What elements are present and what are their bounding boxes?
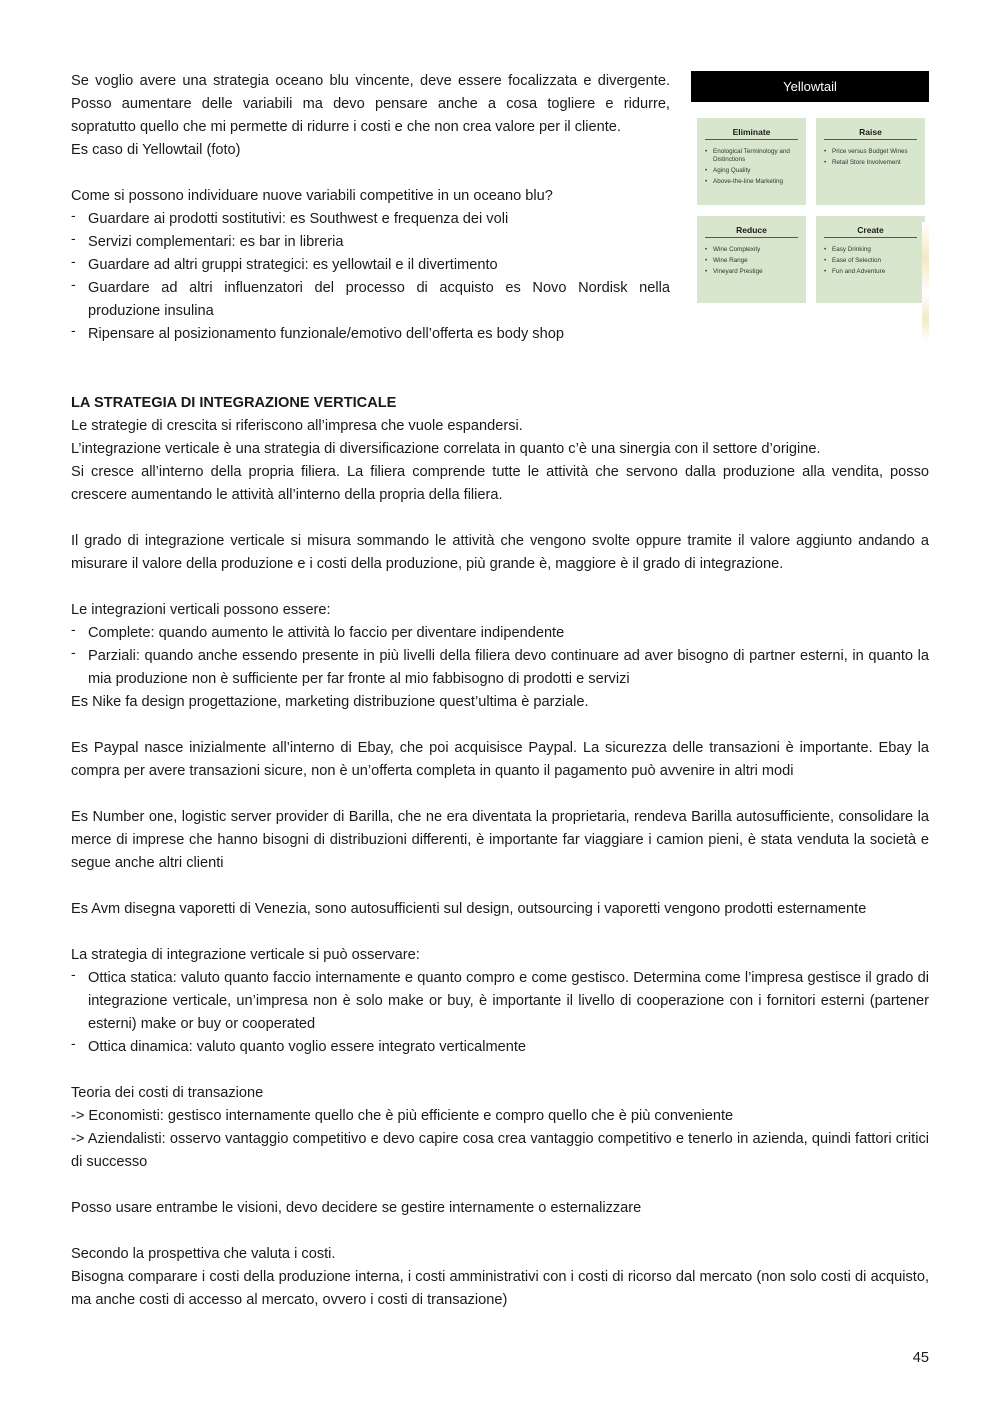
intro-paragraph xyxy=(71,70,670,162)
variables-list xyxy=(71,185,670,346)
paragraph: Es Avm disegna vaporetti di Venezia, sono autosufficienti sul design, outsourcing i vaporetti vengono prodotti esternamente xyxy=(71,901,867,917)
paragraph-line: Le strategie di crescita si riferiscono all’impresa che vuole espandersi. xyxy=(71,418,523,434)
theory-block xyxy=(71,1082,929,1174)
paragraph: Posso usare entrambe le visioni, devo decidere se gestire internamente o esternalizzare xyxy=(71,1200,642,1216)
quadrant-item: • Vineyard Prestige xyxy=(705,268,806,276)
list-item: - Parziali: quando anche essendo presente in più livelli della filiera devo continuare ad aver bisogno di partner esterni, in quanto la mia produzione non è sufficiente per far fronte al mio fabbisogno di prodotti e servizi xyxy=(71,645,929,691)
list-item: - Ripensare al posizionamento funzionale/emotivo dell’offerta es body shop xyxy=(71,323,670,346)
quadrant-raise xyxy=(816,118,925,205)
quadrant-create xyxy=(816,216,925,303)
paragraph: Es Number one, logistic server provider di Barilla, che ne era diventata la proprietaria, rendeva Barilla autosufficiente, consolidare la merce di imprese che hanno bisogni di distribuzioni differenti, è importante far viaggiare i camion pieni, è stata venduta la società e segue anche altri clienti xyxy=(71,809,929,871)
quadrant-item: • Wine Range xyxy=(705,257,806,265)
paragraph-line: -> Economisti: gestisco internamente quello che è più efficiente e compro quello che è più conveniente xyxy=(71,1108,734,1124)
costs-block xyxy=(71,1243,929,1312)
quadrant-item: • Wine Complexity xyxy=(705,246,806,254)
list-item: - Ottica dinamica: valuto quanto voglio essere integrato verticalmente xyxy=(71,1036,929,1059)
list-item: - Guardare ai prodotti sostitutivi: es Southwest e frequenza dei voli xyxy=(71,208,670,231)
section-heading: LA STRATEGIA DI INTEGRAZIONE VERTICALE xyxy=(71,395,397,411)
quadrant-item: • Price versus Budget Wines xyxy=(824,148,925,156)
decorative-strip xyxy=(922,222,929,342)
quadrant-eliminate xyxy=(697,118,806,205)
list-item: - Complete: quando aumento le attività lo faccio per diventare indipendente xyxy=(71,622,929,645)
page-number: 45 xyxy=(912,1350,929,1366)
paragraph: Es Paypal nasce inizialmente all’interno di Ebay, che poi acquisisce Paypal. La sicurezza delle transazioni è importante. Ebay la compra per avere transazioni sicure, non è un’offerta completa in quanto il pagamento può avvenire in altri modi xyxy=(71,740,929,779)
paragraph: Il grado di integrazione verticale si misura sommando le attività che vengono svolte oppure tramite il valore aggiunto andando a misurare il valore della produzione e i costi della produzione, più grande è, maggiore è il grado di integrazione. xyxy=(71,533,929,572)
paragraph-line: Si cresce all’interno della propria filiera. La filiera comprende tutte le attività che servono dalla produzione alla vendita, posso crescere aumentando le attività all’interno della propria della filiera. xyxy=(71,464,929,503)
observe-list xyxy=(71,944,929,1059)
intro-line: Es caso di Yellowtail (foto) xyxy=(71,142,241,158)
intro-line: Posso aumentare delle variabili ma devo pensare anche a cosa togliere e ridurre, xyxy=(71,96,670,112)
quadrant-title: Raise xyxy=(824,127,917,140)
quadrant-reduce xyxy=(697,216,806,303)
quadrant-title: Reduce xyxy=(705,225,798,238)
paragraph-line: Bisogna comparare i costi della produzione interna, i costi amministrativi con i costi di ricorso dal mercato (non solo costi di acquisto, ma anche costi di accesso al mercato, ovvero i costi di transazione) xyxy=(71,1269,929,1308)
variables-question: Come si possono individuare nuove variabili competitive in un oceano blu? xyxy=(71,188,553,204)
paragraph-line: Secondo la prospettiva che valuta i costi. xyxy=(71,1246,336,1262)
quadrant-title: Create xyxy=(824,225,917,238)
yellowtail-figure xyxy=(691,71,929,309)
quadrant-item: • Retail Store Involvement xyxy=(824,159,925,167)
list-item: - Ottica statica: valuto quanto faccio internamente e quanto compro e come gestisco. Determina come l’impresa gestisce il grado di integrazione verticale, un’impresa non è solo make or buy, è importante il livello di cooperazione con i fornitori esterni (partener esterni) make or buy or cooperated xyxy=(71,967,929,1036)
paragraph-line: Es Nike fa design progettazione, marketing distribuzione quest’ultima è parziale. xyxy=(71,694,589,710)
paragraph-line: La strategia di integrazione verticale si può osservare: xyxy=(71,947,420,963)
quadrant-title: Eliminate xyxy=(705,127,798,140)
four-actions-grid xyxy=(691,102,929,309)
paragraph-line: Teoria dei costi di transazione xyxy=(71,1085,264,1101)
figure-title: Yellowtail xyxy=(691,71,929,102)
quadrant-item: • Enological Terminology and Distinctions xyxy=(705,148,806,164)
list-item: - Servizi complementari: es bar in libreria xyxy=(71,231,670,254)
quadrant-item: • Above-the-line Marketing xyxy=(705,178,806,186)
intro-line: sopratutto quello che mi permette di ridurre i costi e che non crea valore per il cliente. xyxy=(71,119,621,135)
section-intro xyxy=(71,392,929,507)
paragraph-line: Le integrazioni verticali possono essere: xyxy=(71,602,331,618)
quadrant-item: • Easy Drinking xyxy=(824,246,925,254)
list-item: - Guardare ad altri gruppi strategici: es yellowtail e il divertimento xyxy=(71,254,670,277)
paragraph-line: -> Aziendalisti: osservo vantaggio competitivo e devo capire cosa crea vantaggio competitivo e tenerlo in azienda, quindi fattori critici di successo xyxy=(71,1131,929,1170)
quadrant-item: • Aging Quality xyxy=(705,167,806,175)
list-item: - Guardare ad altri influenzatori del processo di acquisto es Novo Nordisk nella xyxy=(71,277,670,300)
list-item-continuation: produzione insulina xyxy=(88,303,214,319)
quadrant-item: • Ease of Selection xyxy=(824,257,925,265)
quadrant-item: • Fun and Adventure xyxy=(824,268,925,276)
paragraph-line: L’integrazione verticale è una strategia di diversificazione correlata in quanto c’è una sinergia con il settore d’origine. xyxy=(71,441,821,457)
types-list xyxy=(71,599,929,714)
intro-line: Se voglio avere una strategia oceano blu vincente, deve essere focalizzata e divergente. xyxy=(71,73,670,89)
